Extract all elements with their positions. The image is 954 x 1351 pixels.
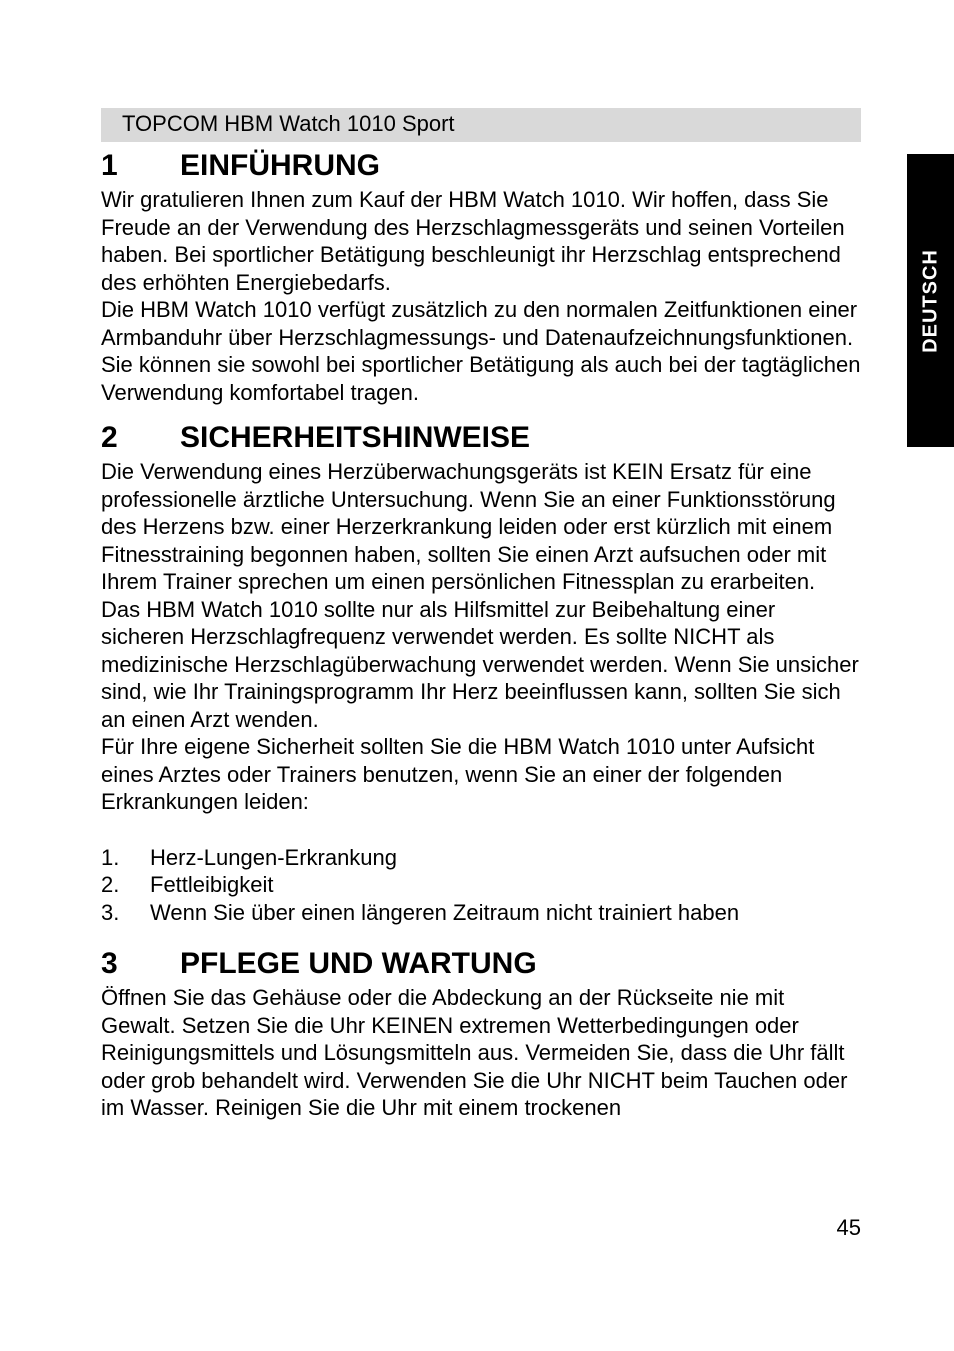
section-number: 3 bbox=[101, 947, 118, 980]
paragraph: Die HBM Watch 1010 verfügt zusätzlich zu den normalen Zeitfunktionen einer Armbanduhr über Herzschlagmessungs- und Datenaufzeichnungsfunktionen. Sie können sie sowohl bei sportlicher Betätigung als auch bei der tagtäglichen Verwendung komfortabel tragen. bbox=[101, 297, 861, 405]
section-number: 1 bbox=[101, 149, 118, 182]
running-header-title: TOPCOM HBM Watch 1010 Sport bbox=[122, 111, 455, 136]
list-item-text: Herz-Lungen-Erkrankung bbox=[150, 844, 398, 870]
list-item-number: 3. bbox=[101, 899, 120, 925]
paragraph: Für Ihre eigene Sicherheit sollten Sie die HBM Watch 1010 unter Aufsicht eines Arztes oder Trainers benutzen, wenn Sie an einer der folgenden Erkrankungen leiden: bbox=[101, 734, 815, 814]
section-heading bbox=[101, 418, 861, 458]
list-item-number: 2. bbox=[101, 872, 120, 897]
section-safety bbox=[101, 418, 861, 926]
section-number: 2 bbox=[101, 421, 118, 454]
list-item bbox=[101, 871, 861, 899]
list-item-text: Fettleibigkeit bbox=[150, 872, 274, 897]
section-heading bbox=[101, 146, 861, 186]
conditions-list bbox=[101, 844, 861, 927]
section-care bbox=[101, 944, 861, 1122]
paragraph: Wir gratulieren Ihnen zum Kauf der HBM Watch 1010. Wir hoffen, dass Sie Freude an der Verwendung des Herzschlagmessgeräts und seinen Vorteilen haben. Bei sportlicher Betätigung beschleunigt ihr Herzschlag entsprechend des erhöhten Energiebedarfs. bbox=[101, 187, 845, 295]
list-item bbox=[101, 844, 861, 872]
paragraph: Die Verwendung eines Herzüberwachungsgeräts ist KEIN Ersatz für eine professionelle ärztliche Untersuchung. Wenn Sie an einer Funktionsstörung des Herzens bzw. einer Herzerkrankung leiden oder erst kürzlich mit einem Fitnesstraining begonnen haben, sollten Sie einen Arzt aufsuchen oder mit Ihrem Trainer sprechen um einen persönlichen Fitnessplan zu erarbeiten. bbox=[101, 459, 836, 594]
page-number: 45 bbox=[836, 1215, 861, 1240]
list-item-text: Wenn Sie über einen längeren Zeitraum nicht trainiert haben bbox=[150, 899, 740, 925]
section-title: EINFÜHRUNG bbox=[180, 149, 380, 182]
running-header bbox=[101, 108, 861, 142]
section-title: SICHERHEITSHINWEISE bbox=[180, 421, 531, 454]
paragraph: Das HBM Watch 1010 sollte nur als Hilfsmittel zur Beibehaltung einer sicheren Herzschlagfrequenz verwendet werden. Es sollte NICHT als medizinische Herzschlagüberwachung verwendet werden. Wenn Sie unsicher sind, wie Ihr Trainingsprogramm Ihr Herz beeinflussen kann, sollten Sie sich an einen Arzt wenden. bbox=[101, 596, 859, 732]
page-content bbox=[101, 146, 861, 1122]
paragraph: Öffnen Sie das Gehäuse oder die Abdeckung an der Rückseite nie mit Gewalt. Setzen Sie die Uhr KEINEN extremen Wetterbedingungen oder Reinigungsmittels und Lösungsmitteln aus. Vermeiden Sie, dass die Uhr fällt oder grob behandelt wird. Verwenden Sie die Uhr NICHT beim Tauchen oder im Wasser. Reinigen Sie die Uhr mit einem trockenen bbox=[101, 985, 848, 1120]
section-title: PFLEGE UND WARTUNG bbox=[180, 947, 537, 980]
language-tab-label: DEUTSCH bbox=[919, 248, 941, 353]
section-introduction bbox=[101, 146, 861, 406]
section-heading bbox=[101, 944, 861, 984]
language-tab bbox=[907, 154, 954, 447]
list-item-number: 1. bbox=[101, 844, 120, 870]
list-item bbox=[101, 899, 861, 927]
